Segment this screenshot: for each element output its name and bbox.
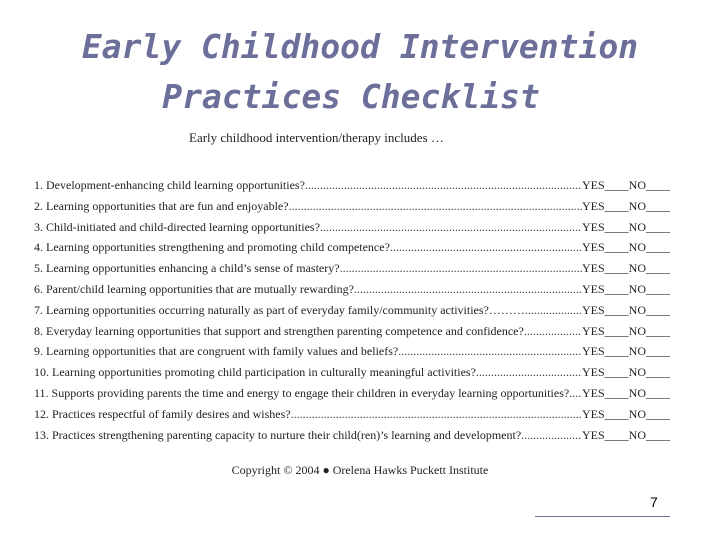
checklist-item <box>34 282 670 303</box>
item-text: 8. Everyday learning opportunities that support and strengthen parenting competence and confidence? <box>34 323 524 338</box>
checklist-item <box>34 240 670 261</box>
item-text: 13. Practices strengthening parenting capacity to nurture their child(ren)’s learning and development? <box>34 427 522 442</box>
item-text: 12. Practices respectful of family desires and wishes? <box>34 406 291 421</box>
item-text: 7. Learning opportunities occurring naturally as part of everyday family/community activities?……… <box>34 302 525 317</box>
yes-no-answer[interactable]: YES____NO____ <box>581 261 670 276</box>
checklist <box>34 178 670 448</box>
yes-no-answer[interactable]: YES____NO____ <box>581 198 670 213</box>
dot-leader <box>525 303 582 318</box>
dot-leader <box>521 428 582 443</box>
item-text: 11. Supports providing parents the time and energy to engage their children in everyday learning opportunities? <box>34 385 570 400</box>
yes-no-answer[interactable]: YES____NO____ <box>581 323 670 338</box>
dot-leader <box>390 240 582 255</box>
item-text: 6. Parent/child learning opportunities that are mutually rewarding? <box>34 281 354 296</box>
intro-text: Early childhood intervention/therapy includes … <box>189 130 444 145</box>
yes-no-answer[interactable]: YES____NO____ <box>581 344 670 359</box>
yes-no-answer[interactable]: YES____NO____ <box>581 240 670 255</box>
checklist-item <box>34 261 670 282</box>
checklist-item <box>34 220 670 241</box>
footer-rule <box>535 516 670 517</box>
item-text: 4. Learning opportunities strengthening and promoting child competence? <box>34 240 390 255</box>
dot-leader <box>524 324 582 339</box>
page-title <box>0 22 720 122</box>
yes-no-answer[interactable]: YES____NO____ <box>581 178 670 192</box>
dot-leader <box>398 344 582 359</box>
dot-leader <box>305 178 582 193</box>
dot-leader <box>320 220 582 235</box>
yes-no-answer[interactable]: YES____NO____ <box>581 385 670 400</box>
title-line-2: Practices Checklist <box>162 77 540 116</box>
yes-no-answer[interactable]: YES____NO____ <box>581 406 670 421</box>
dot-leader <box>476 365 582 380</box>
item-text: 9. Learning opportunities that are congruent with family values and beliefs? <box>34 344 399 359</box>
checklist-item <box>34 199 670 220</box>
item-text: 5. Learning opportunities enhancing a child’s sense of mastery? <box>34 261 340 276</box>
checklist-item <box>34 303 670 324</box>
yes-no-answer[interactable]: YES____NO____ <box>581 219 670 234</box>
item-text: 10. Learning opportunities promoting child participation in culturally meaningful activities? <box>34 365 476 380</box>
item-text: 1. Development-enhancing child learning opportunities? <box>34 178 305 192</box>
dot-leader <box>291 407 582 422</box>
checklist-item <box>34 365 670 386</box>
checklist-item <box>34 407 670 428</box>
dot-leader <box>289 199 582 214</box>
title-line-1: Early Childhood Intervention <box>81 27 639 66</box>
yes-no-answer[interactable]: YES____NO____ <box>581 365 670 380</box>
checklist-item <box>34 324 670 345</box>
dot-leader <box>354 282 582 297</box>
checklist-item <box>34 386 670 407</box>
dot-leader <box>569 386 582 401</box>
yes-no-answer[interactable]: YES____NO____ <box>581 281 670 296</box>
item-text: 3. Child-initiated and child-directed learning opportunities? <box>34 219 320 234</box>
checklist-item <box>34 344 670 365</box>
dot-leader <box>340 261 582 276</box>
yes-no-answer[interactable]: YES____NO____ <box>581 302 670 317</box>
checklist-item <box>34 178 670 199</box>
yes-no-answer[interactable]: YES____NO____ <box>581 427 670 442</box>
copyright-notice: Copyright © 2004 ● Orelena Hawks Puckett Institute <box>231 463 489 477</box>
page-number: 7 <box>650 494 658 510</box>
item-text: 2. Learning opportunities that are fun and enjoyable? <box>34 198 289 213</box>
checklist-item <box>34 428 670 449</box>
